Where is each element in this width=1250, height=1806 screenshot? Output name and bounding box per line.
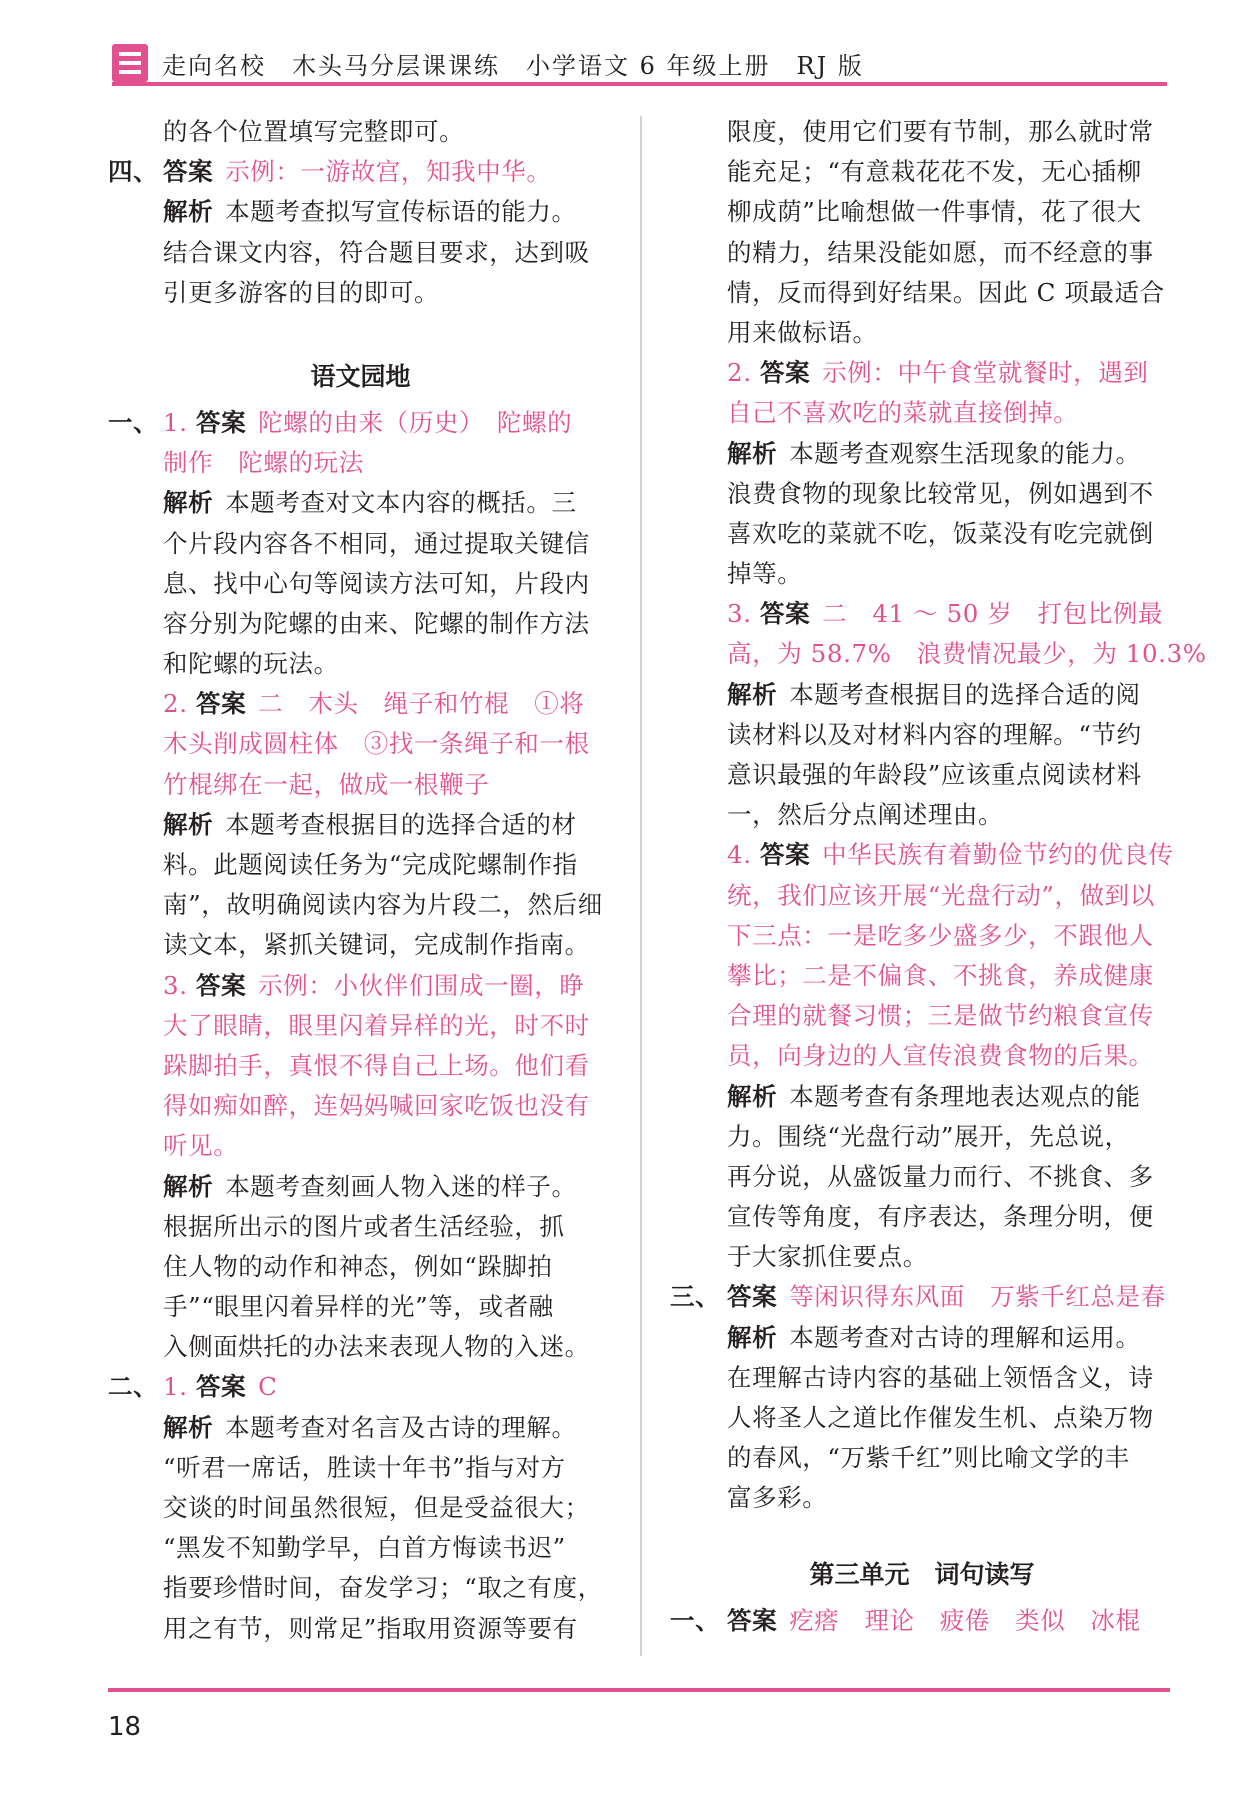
text-line: 入侧面烘托的办法来表现人物的入迷。: [163, 1332, 590, 1362]
text-line: 一，然后分点阐述理由。: [727, 800, 1004, 830]
text-line: 和陀螺的玩法。: [163, 649, 339, 679]
analysis-line: [672, 675, 1172, 715]
item-number: 4.: [727, 840, 752, 870]
text-line: 读材料以及对材料内容的理解。“节约: [727, 719, 1142, 749]
text-line: 柳成荫”比喻想做一件事情，花了很大: [727, 197, 1142, 227]
page-header: [112, 40, 1167, 86]
text-line: 人将圣人之道比作催发生机、点染万物: [727, 1403, 1154, 1432]
answer-line: [672, 594, 1172, 634]
text-line: 个片段内容各不相同，通过提取关键信: [163, 528, 590, 558]
answer-text-line: 高，为 58.7% 浪费情况最少，为 10.3%: [727, 639, 1207, 669]
text-line: 根据所出示的图片或者生活经验，抓: [163, 1211, 565, 1241]
text-line: 容分别为陀螺的由来、陀螺的制作方法: [163, 608, 590, 638]
text-line: 用来做标语。: [727, 317, 878, 347]
item-number: 2.: [163, 689, 188, 719]
section-heading: 语文园地: [310, 361, 411, 391]
answer-text: 疙瘩 理论 疲倦 类似 冰棍: [789, 1605, 1141, 1635]
analysis-line: [108, 192, 613, 232]
answer-label: 答案: [195, 970, 247, 1000]
answer-line: [672, 353, 1172, 393]
analysis-line: [672, 434, 1172, 474]
answer-line: [672, 1601, 1172, 1641]
analysis-label: 解析: [163, 1171, 214, 1201]
text-line: 结合课文内容，符合题目要求，达到吸: [163, 237, 590, 267]
analysis-label: 解析: [163, 809, 214, 839]
analysis-label: 解析: [163, 488, 214, 518]
answer-text-line: 竹棍绑在一起，做成一根鞭子: [163, 769, 490, 799]
text-line: 住人物的动作和神态，例如“跺脚拍: [163, 1251, 553, 1281]
answer-text-line: 制作 陀螺的玩法: [163, 448, 364, 478]
analysis-text: 本题考查拟写宣传标语的能力。: [225, 197, 577, 227]
analysis-line: [108, 483, 613, 523]
analysis-label: 解析: [163, 197, 214, 227]
text-line: 交谈的时间虽然很短，但是受益很大；: [163, 1493, 590, 1522]
answer-text-line: 自己不喜欢吃的菜就直接倒掉。: [727, 398, 1079, 428]
text-line: 限度，使用它们要有节制，那么就时常: [727, 117, 1154, 146]
item-number: 1.: [163, 407, 188, 437]
text-line: 息、找中心句等阅读方法可知，片段内: [163, 568, 590, 598]
answer-line: [672, 1277, 1172, 1317]
question-marker: 二、: [108, 1372, 159, 1402]
left-column: [108, 112, 613, 1649]
text-line: 用之有节，则常足”指取用资源等要有: [163, 1613, 578, 1643]
text-line: 手”“眼里闪着异样的光”等，或者融: [163, 1292, 554, 1322]
answer-label: 答案: [727, 1605, 778, 1635]
answer-label: 答案: [163, 157, 214, 187]
answer-text: 陀螺的由来（历史） 陀螺的: [258, 407, 573, 437]
analysis-text: 本题考查刻画人物入迷的样子。: [225, 1171, 577, 1201]
answer-text: 等闲识得东风面 万紫千红总是春: [789, 1282, 1166, 1312]
analysis-label: 解析: [727, 438, 778, 468]
text-line: 意识最强的年龄段”应该重点阅读材料: [727, 760, 1142, 789]
text-line: 能充足；“有意栽花花不发，无心插柳: [727, 157, 1142, 187]
answer-label: 答案: [727, 1282, 778, 1312]
answer-text-line: 得如痴如醉，连妈妈喊回家吃饭也没有: [163, 1091, 590, 1121]
answer-line: [108, 684, 613, 724]
analysis-label: 解析: [727, 1081, 778, 1111]
text-line: 的春风，“万紫千红”则比喻文学的丰: [727, 1443, 1130, 1473]
item-number: 3.: [727, 599, 752, 629]
analysis-text: 本题考查有条理地表达观点的能: [789, 1081, 1141, 1111]
text-line: 力。围绕“光盘行动”展开，先总说，: [727, 1121, 1130, 1151]
answer-label: 答案: [759, 840, 811, 870]
analysis-label: 解析: [727, 679, 778, 709]
answer-text: 二 41 ～ 50 岁 打包比例最: [822, 599, 1164, 629]
answer-text-line: 统，我们应该开展“光盘行动”，做到以: [727, 880, 1155, 910]
header-rule: [112, 82, 1167, 86]
text-line: “听君一席话，胜读十年书”指与对方: [163, 1452, 566, 1482]
text-line: 于大家抓住要点。: [727, 1242, 928, 1272]
answer-line: [108, 403, 613, 443]
page-number: 18: [108, 1712, 142, 1742]
analysis-line: [108, 1408, 613, 1448]
answer-text: 示例：一游故宫，知我中华。: [225, 157, 552, 187]
answer-line: [108, 152, 613, 192]
answer-text-line: 攀比；二是不偏食、不挑食，养成健康: [727, 960, 1154, 990]
analysis-text: 本题考查对古诗的理解和运用。: [789, 1322, 1141, 1352]
footer-rule: [108, 1688, 1170, 1692]
text-line: 的各个位置填写完整即可。: [163, 117, 465, 146]
answer-label: 答案: [195, 407, 247, 437]
answer-text: 示例：中午食堂就餐时，遇到: [822, 358, 1149, 388]
answer-text-line: 合理的就餐习惯；三是做节约粮食宣传: [727, 1001, 1154, 1031]
answer-line: [672, 835, 1172, 875]
text-line: 掉等。: [727, 559, 803, 589]
analysis-label: 解析: [727, 1322, 778, 1352]
answer-text-line: 跺脚拍手，真恨不得自己上场。他们看: [163, 1050, 590, 1080]
text-line: 喜欢吃的菜就不吃，饭菜没有吃完就倒: [727, 518, 1154, 548]
text-line: 再分说，从盛饭量力而行、不挑食、多: [727, 1161, 1154, 1191]
text-line: 浪费食物的现象比较常见，例如遇到不: [727, 478, 1154, 508]
text-line: 富多彩。: [727, 1483, 828, 1513]
answer-text: C: [258, 1372, 278, 1402]
answer-text-line: 下三点：一是吃多少盛多少，不跟他人: [727, 920, 1154, 950]
item-number: 2.: [727, 358, 752, 388]
analysis-line: [108, 805, 613, 845]
right-column: [670, 112, 1207, 1641]
question-marker: 三、: [670, 1282, 721, 1312]
book-icon: [112, 44, 148, 82]
answer-label: 答案: [195, 1372, 247, 1402]
answer-label: 答案: [195, 689, 247, 719]
text-line: 南”，故明确阅读内容为片段二，然后细: [163, 890, 603, 920]
text-line: 在理解古诗内容的基础上领悟含义，诗: [727, 1362, 1154, 1392]
answer-label: 答案: [759, 599, 811, 629]
answer-text: 二 木头 绳子和竹棍 ①将: [258, 689, 585, 719]
text-line: 的精力，结果没能如愿，而不经意的事: [727, 237, 1154, 267]
text-line: 情，反而得到好结果。因此 C 项最适合: [727, 277, 1165, 307]
analysis-text: 本题考查对名言及古诗的理解。: [225, 1412, 577, 1442]
analysis-text: 本题考查观察生活现象的能力。: [789, 438, 1141, 468]
answer-text-line: 听见。: [163, 1131, 239, 1161]
text-line: 指要珍惜时间，奋发学习；“取之有度，: [163, 1573, 603, 1603]
question-marker: 一、: [108, 407, 159, 437]
item-number: 3.: [163, 970, 188, 1000]
question-marker: 四、: [108, 157, 159, 187]
text-line: 引更多游客的目的即可。: [163, 277, 440, 307]
analysis-label: 解析: [163, 1412, 214, 1442]
section-heading: 第三单元 词句读写: [809, 1559, 1035, 1589]
answer-text-line: 木头削成圆柱体 ③找一条绳子和一根: [163, 729, 590, 759]
analysis-line: [672, 1077, 1172, 1117]
column-divider: [640, 116, 642, 1656]
answer-text-line: 大了眼睛，眼里闪着异样的光，时不时: [163, 1010, 590, 1040]
answer-text: 中华民族有着勤俭节约的优良传: [822, 840, 1174, 870]
header-title: 走向名校 木头马分层课课练 小学语文 6 年级上册 RJ 版: [162, 52, 864, 80]
text-line: “黑发不知勤学早，白首方悔读书迟”: [163, 1533, 566, 1563]
question-marker: 一、: [670, 1605, 721, 1635]
analysis-line: [108, 1167, 613, 1207]
text-line: 读文本，紧抓关键词，完成制作指南。: [163, 930, 590, 960]
answer-text-line: 员，向身边的人宣传浪费食物的后果。: [727, 1041, 1154, 1071]
item-number: 1.: [163, 1372, 188, 1402]
analysis-line: [672, 1318, 1172, 1358]
analysis-text: 本题考查根据目的选择合适的材: [225, 809, 577, 839]
analysis-text: 本题考查对文本内容的概括。三: [225, 488, 577, 518]
text-line: 料。此题阅读任务为“完成陀螺制作指: [163, 850, 578, 879]
analysis-text: 本题考查根据目的选择合适的阅: [789, 679, 1141, 709]
answer-line: [108, 966, 613, 1006]
answer-text: 示例：小伙伴们围成一圈，睁: [258, 970, 585, 1000]
answer-label: 答案: [759, 358, 811, 388]
text-line: 宣传等角度，有序表达，条理分明，便: [727, 1202, 1154, 1232]
answer-line: [108, 1367, 613, 1407]
